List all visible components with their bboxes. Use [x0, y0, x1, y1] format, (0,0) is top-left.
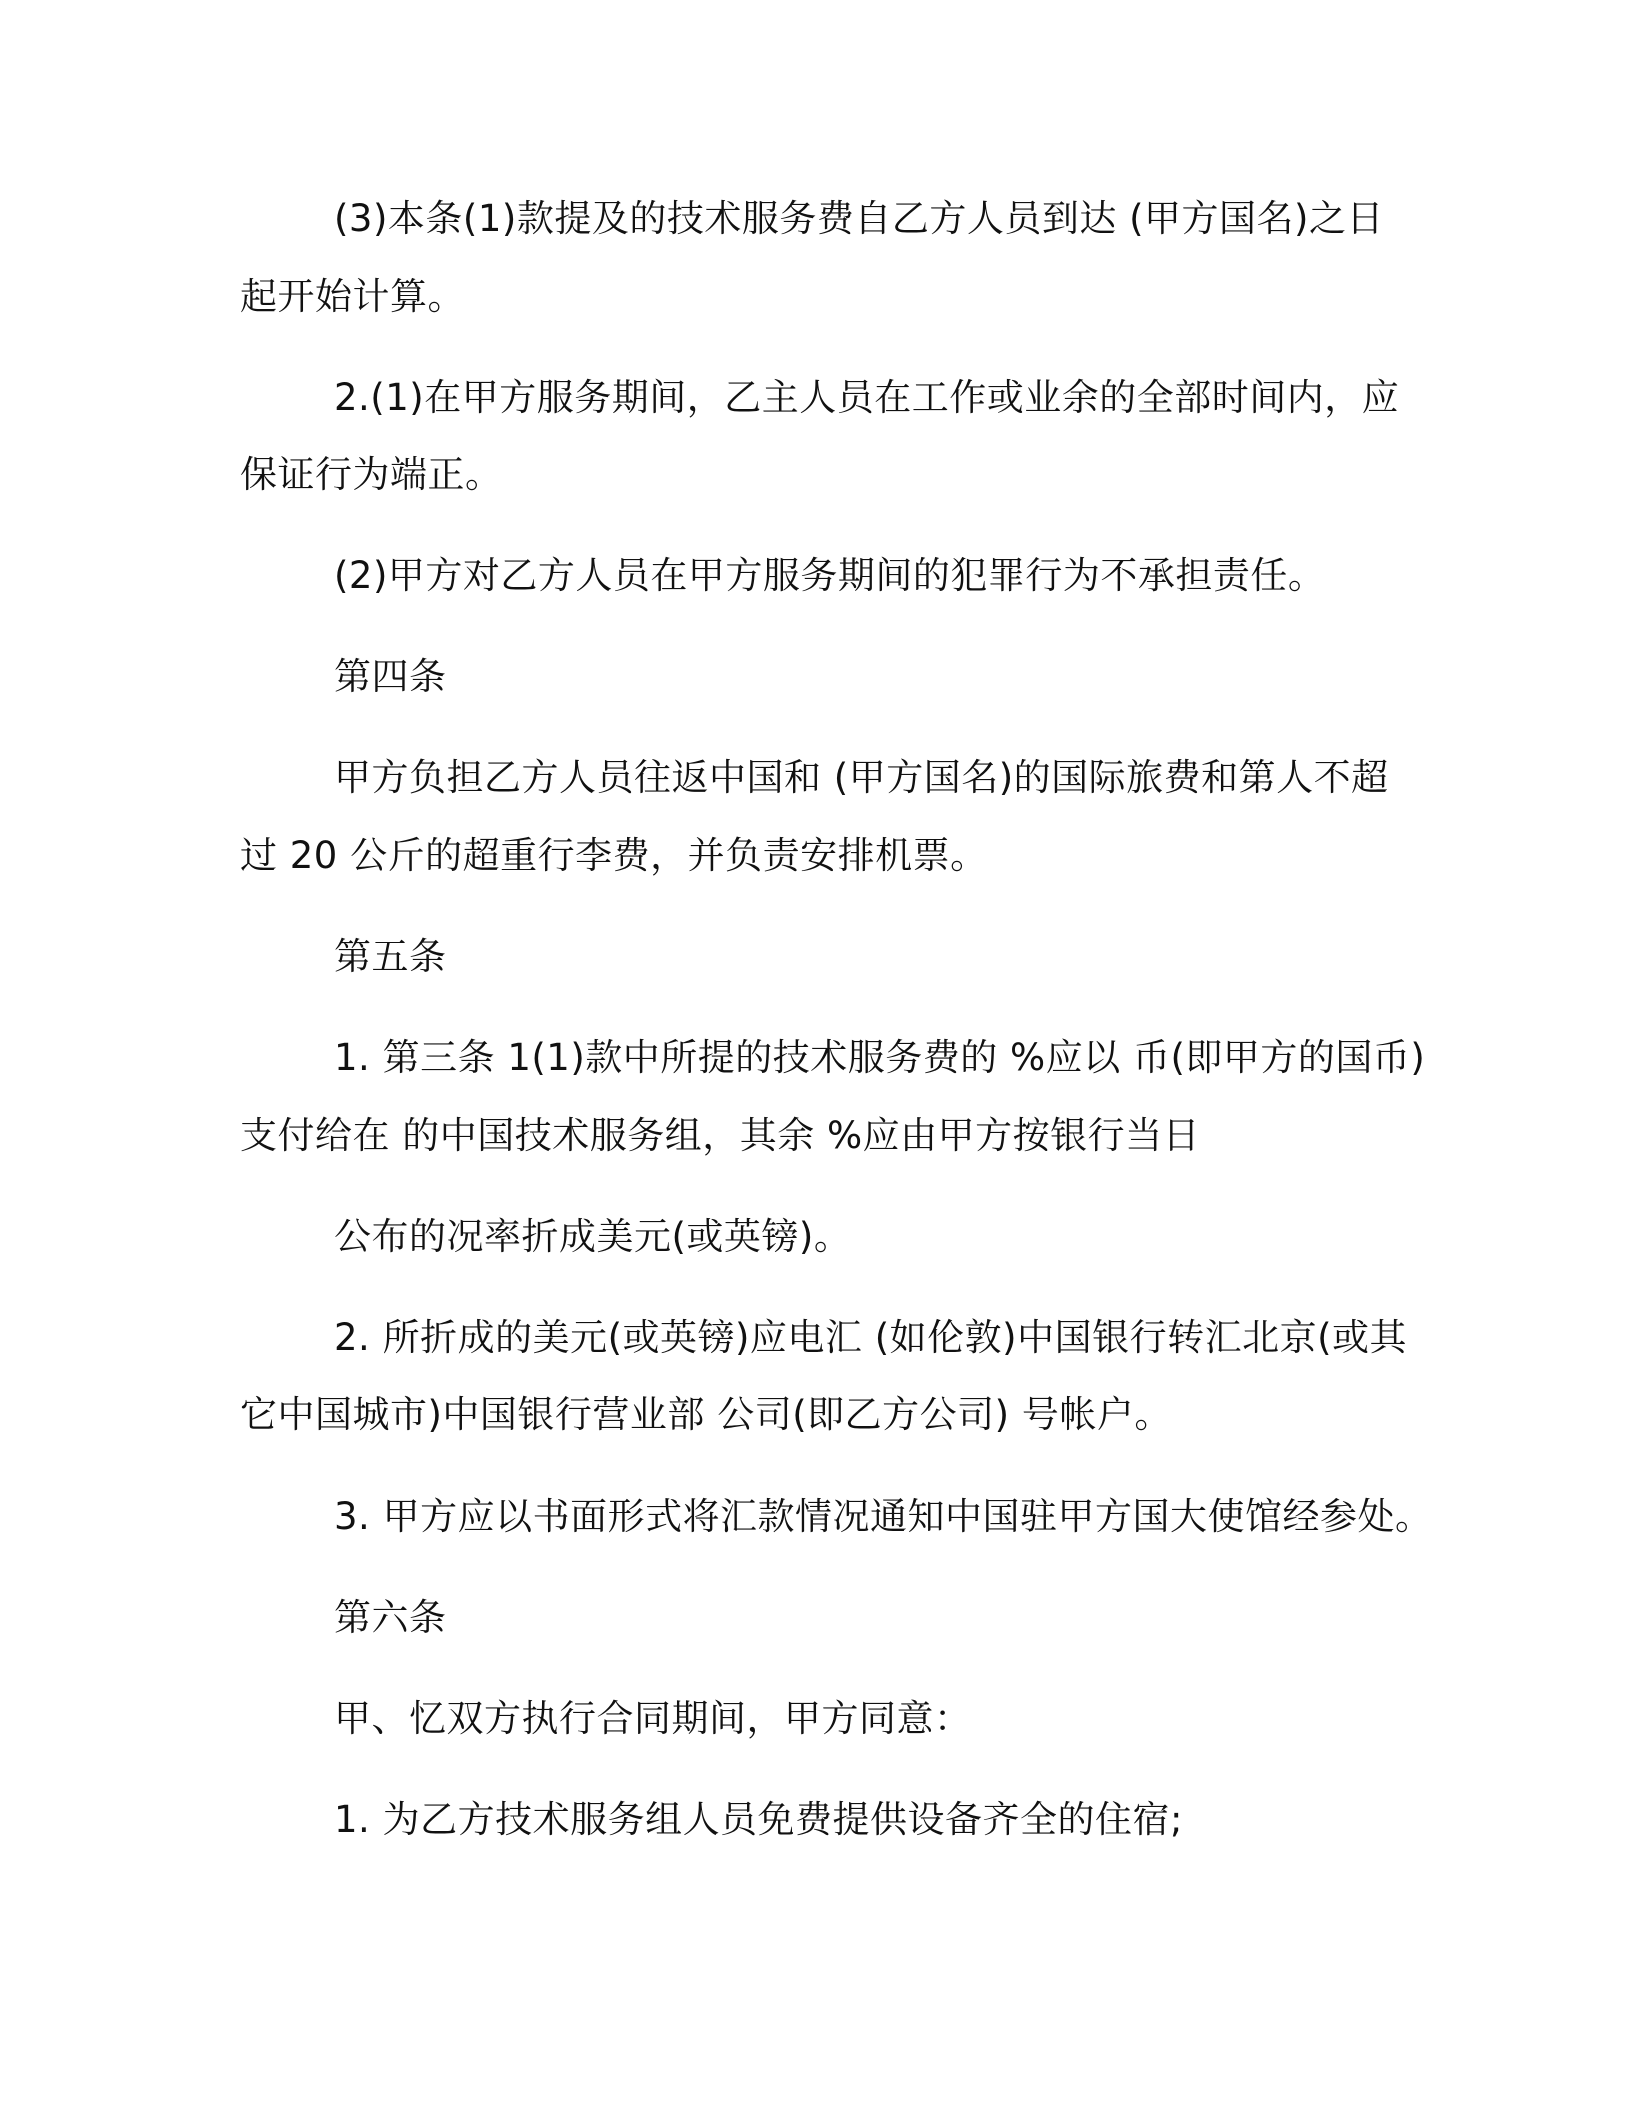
article-5-heading: 第五条: [334, 935, 447, 978]
article-4-heading: 第四条: [334, 655, 447, 698]
clause-3-2-2: (2)甲方对乙方人员在甲方服务期间的犯罪行为不承担责任。: [334, 554, 1326, 597]
article-5-item-1-line-1: 1. 第三条 1(1)款中所提的技术服务费的 %应以 币(即甲方的国币): [334, 1036, 1426, 1079]
article-6-intro: 甲、忆双方执行合同期间，甲方同意：: [334, 1697, 972, 1740]
article-5-item-1-line-2: 支付给在 的中国技术服务组，其余 %应由甲方按银行当日: [240, 1114, 1201, 1157]
clause-3-3-line-1: (3)本条(1)款提及的技术服务费自乙方人员到达 (甲方国名)之日: [334, 197, 1384, 240]
article-5-item-2-line-2: 它中国城市)中国银行营业部 公司(即乙方公司) 号帐户。: [240, 1393, 1172, 1436]
article-6-item-1: 1. 为乙方技术服务组人员免费提供设备齐全的住宿;: [334, 1798, 1184, 1841]
article-6-heading: 第六条: [334, 1596, 447, 1639]
article-5-item-1-line-3: 公布的况率折成美元(或英镑)。: [334, 1215, 852, 1258]
article-4-line-2: 过 20 公斤的超重行李费，并负责安排机票。: [240, 834, 988, 877]
article-4-line-1: 甲方负担乙方人员往返中国和 (甲方国名)的国际旅费和第人不超: [334, 756, 1389, 799]
clause-3-2-1-line-2: 保证行为端正。: [240, 453, 503, 496]
clause-3-3-line-2: 起开始计算。: [240, 275, 465, 318]
clause-3-2-1-line-1: 2.(1)在甲方服务期间，乙主人员在工作或业余的全部时间内，应: [334, 376, 1400, 419]
article-5-item-2-line-1: 2. 所折成的美元(或英镑)应电汇 (如伦敦)中国银行转汇北京(或其: [334, 1316, 1407, 1359]
article-5-item-3: 3. 甲方应以书面形式将汇款情况通知中国驻甲方国大使馆经参处。: [334, 1495, 1433, 1538]
